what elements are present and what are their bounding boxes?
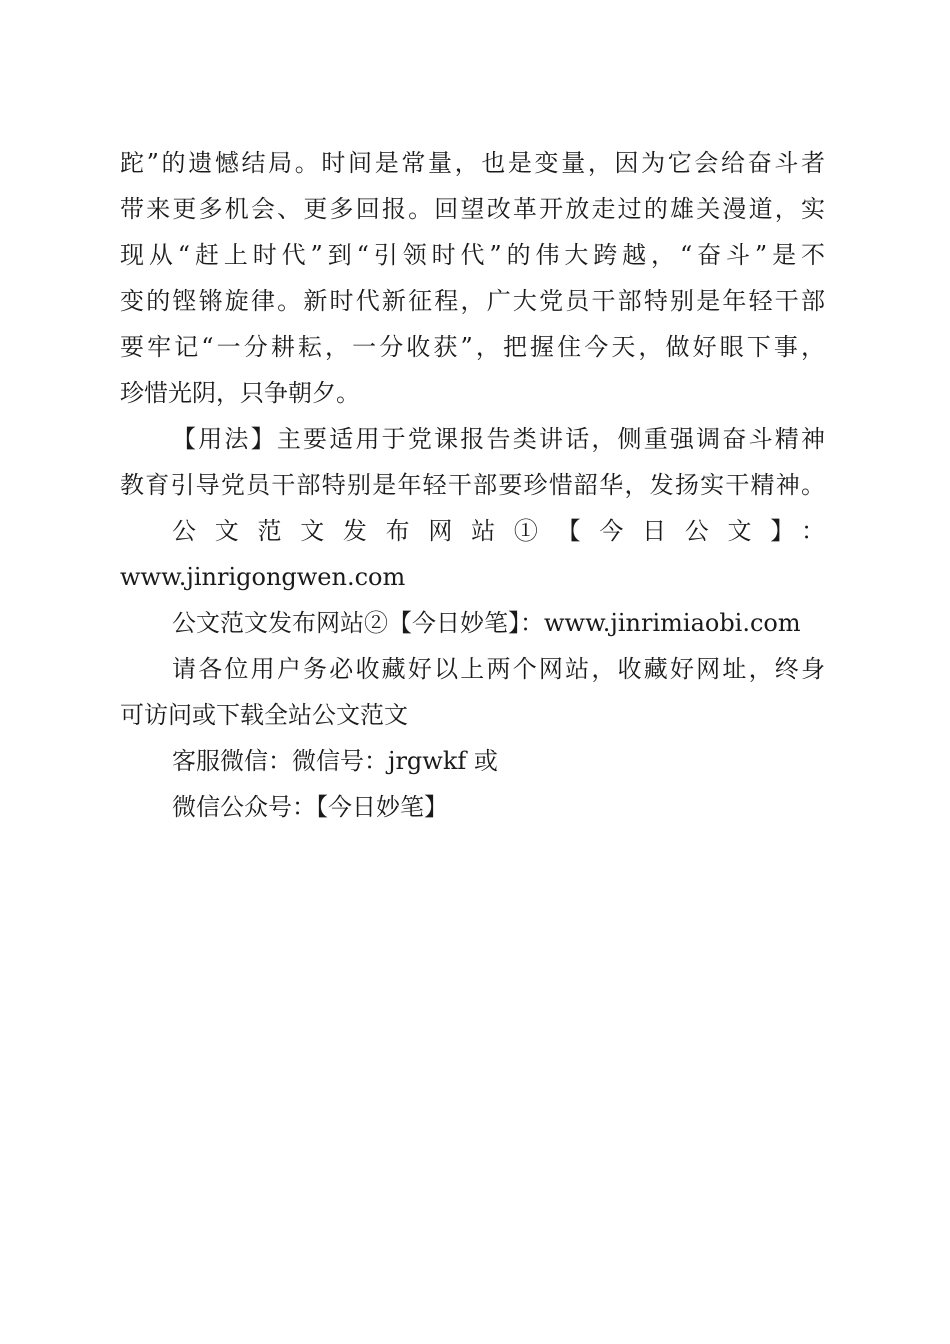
paragraph-line: 跎”的遗憾结局。时间是常量，也是变量，因为它会给奋斗者 — [120, 149, 825, 177]
site1-title: 公文范文发布网站①【今日公文】： — [172, 517, 825, 545]
usage-line: 【用法】主要适用于党课报告类讲话，侧重强调奋斗精神 — [172, 425, 825, 453]
notice-line: 请各位用户务必收藏好以上两个网站，收藏好网址，终身 — [172, 655, 825, 683]
document-page — [120, 140, 825, 830]
wechat-service: 客服微信：微信号：jrgwkf 或 — [172, 747, 498, 775]
notice-line: 可访问或下载全站公文范文 — [120, 701, 408, 729]
paragraph-line: 珍惜光阴，只争朝夕。 — [120, 379, 360, 407]
paragraph-line: 要牢记“一分耕耘，一分收获”，把握住今天，做好眼下事， — [120, 333, 825, 361]
paragraph-line: 现从“赶上时代”到“引领时代”的伟大跨越，“奋斗”是不 — [120, 241, 825, 269]
usage-line: 教育引导党员干部特别是年轻干部要珍惜韶华，发扬实干精神。 — [120, 471, 825, 499]
site1-url[interactable]: www.jinrigongwen.com — [120, 563, 406, 591]
wechat-official: 微信公众号：【今日妙笔】 — [172, 793, 448, 821]
site2-line[interactable]: 公文范文发布网站②【今日妙笔】：www.jinrimiaobi.com — [172, 609, 801, 637]
paragraph-line: 变的铿锵旋律。新时代新征程，广大党员干部特别是年轻干部 — [120, 287, 825, 315]
paragraph-line: 带来更多机会、更多回报。回望改革开放走过的雄关漫道，实 — [120, 195, 825, 223]
